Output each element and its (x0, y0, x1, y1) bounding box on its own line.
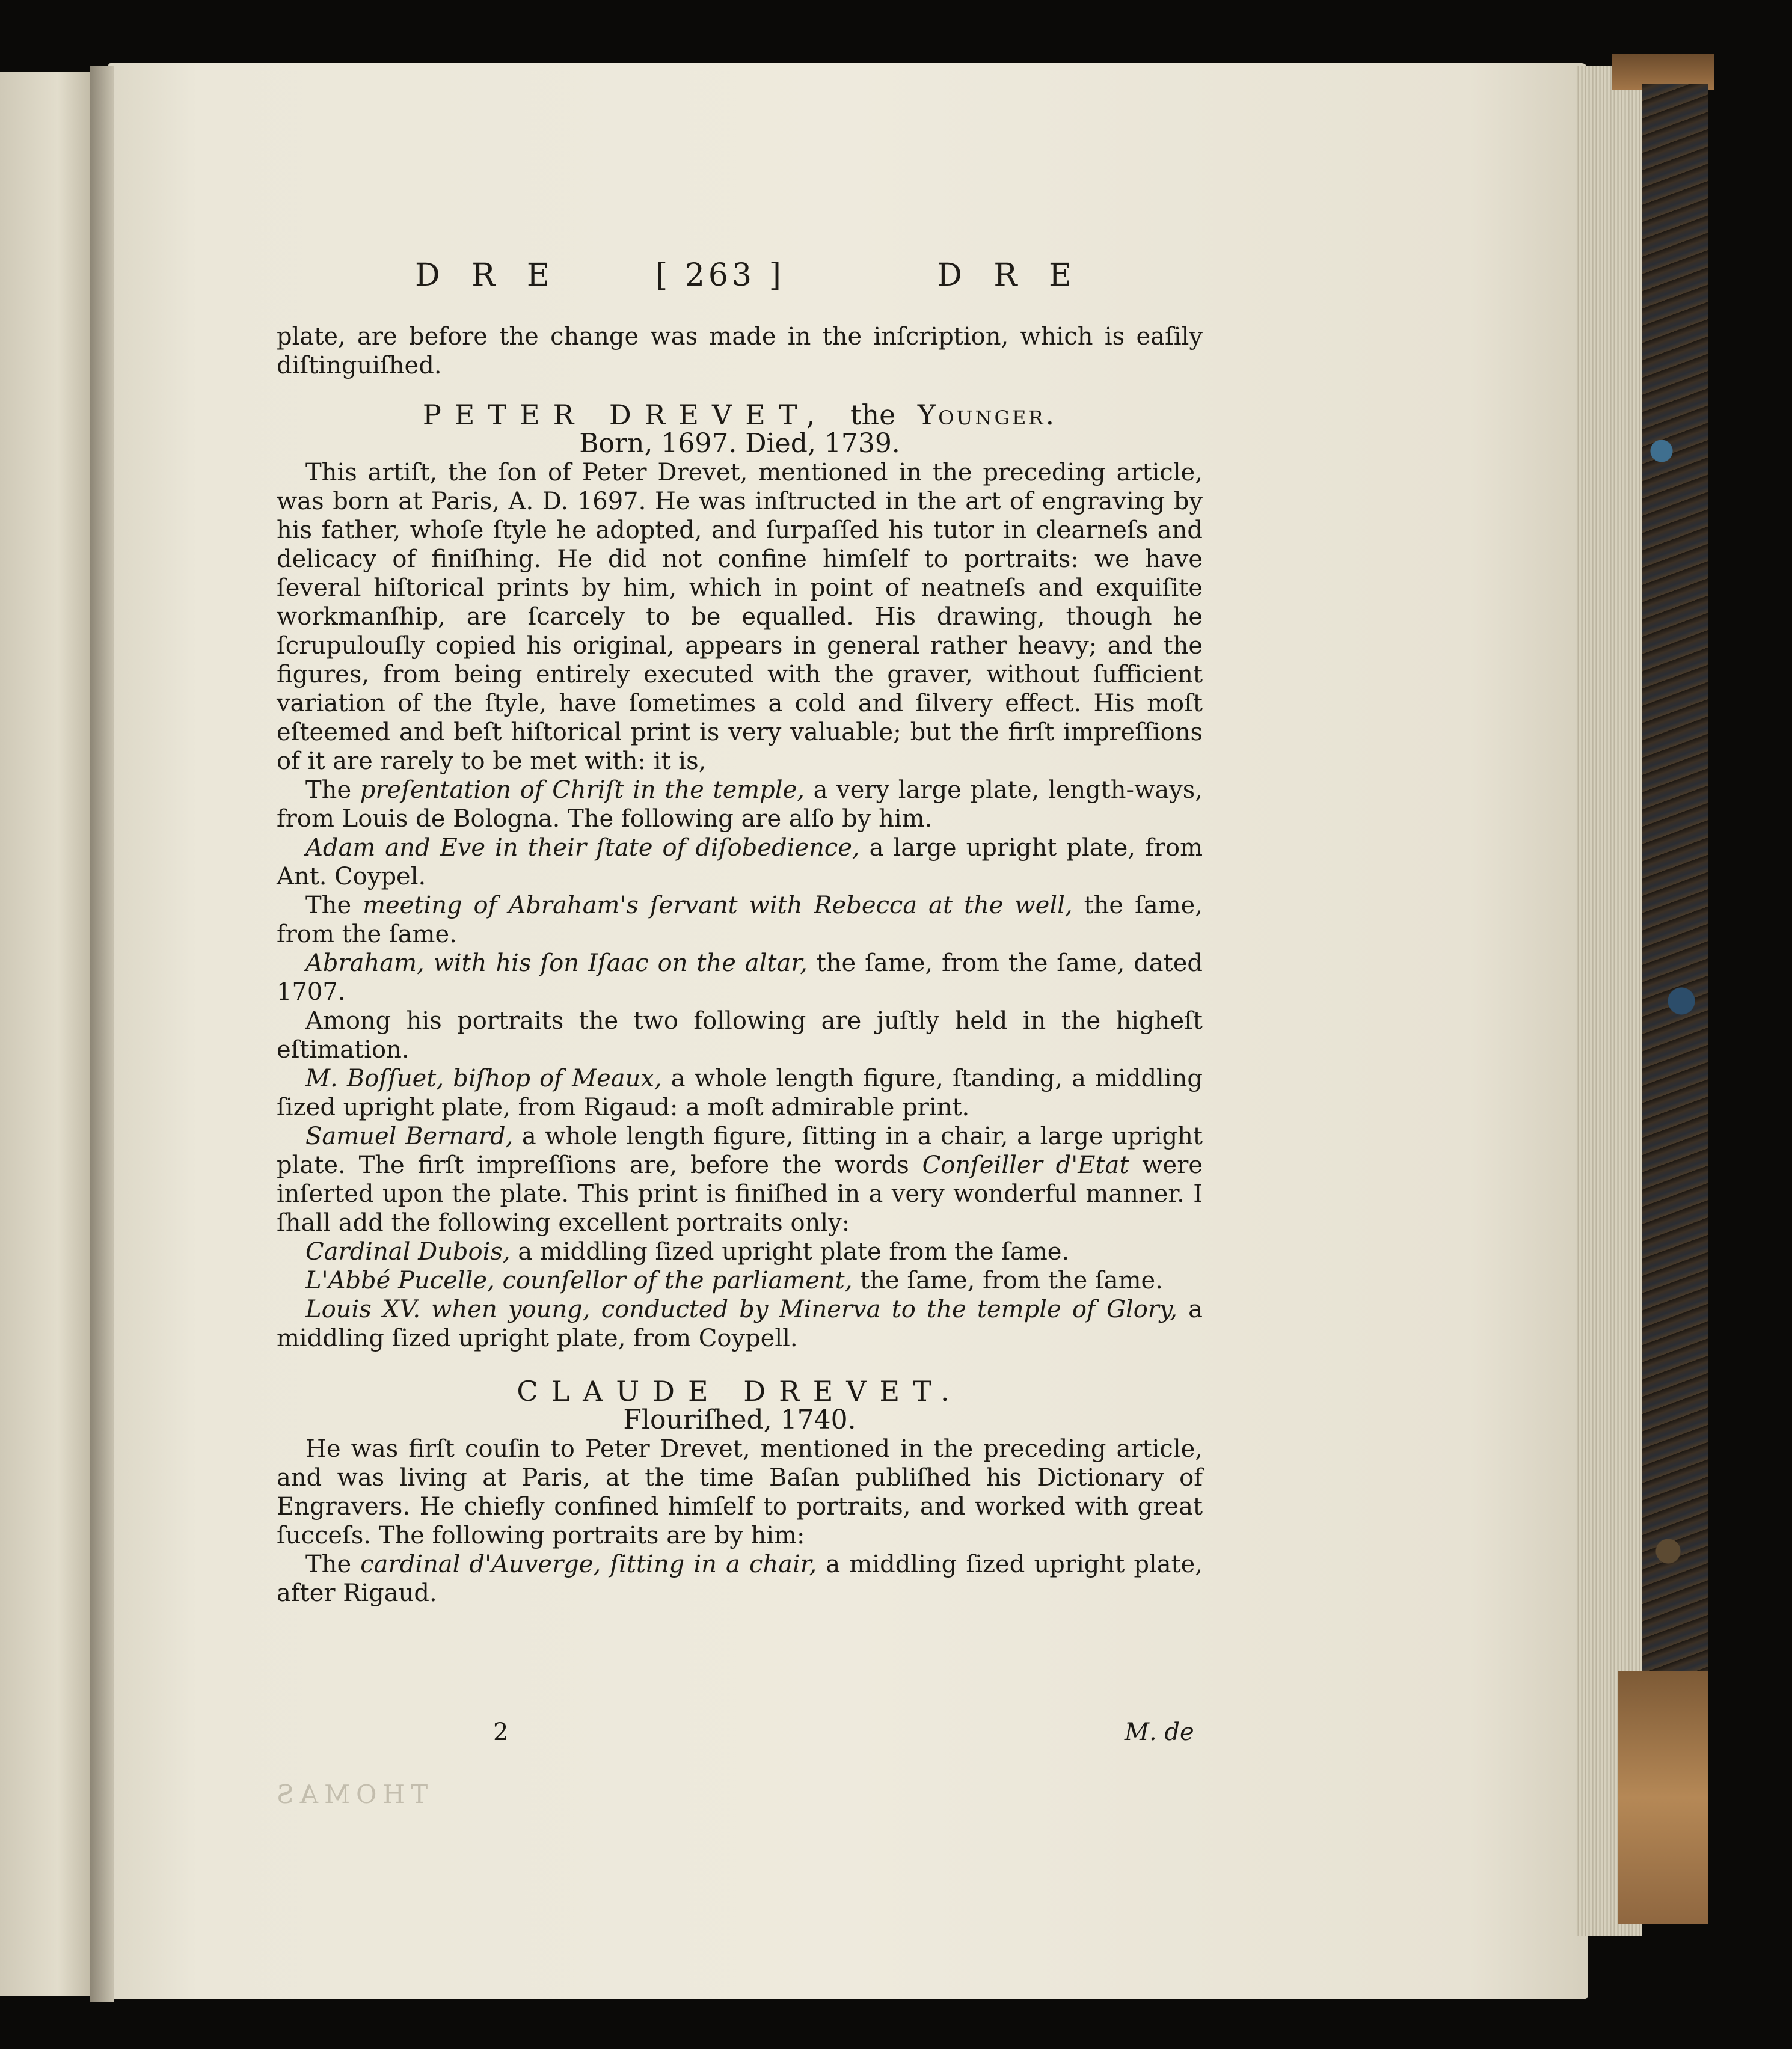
running-head-right: D R E (937, 257, 1082, 293)
page-block-edges (1576, 66, 1642, 1936)
running-head-left: D R E (415, 257, 560, 293)
entry-1: The preſentation of Chriſt in the temple, a very large plate, length-ways, from Louis de Bologna. The following are alſo by him. (277, 776, 1203, 833)
marbled-cover-board (1642, 84, 1708, 1918)
portrait-entry-3: Cardinal Dubois, a middling ſized upright plate from the ſame. (305, 1238, 1070, 1266)
section-heading-peter: PETER DREVET, the Younger. (422, 399, 1057, 431)
section-heading-claude: CLAUDE DREVET. (517, 1375, 963, 1407)
section-dates-peter: Born, 1697. Died, 1739. (579, 428, 900, 459)
facing-page-edge (0, 72, 96, 1996)
page-number: [ 263 ] (655, 257, 785, 293)
portraits-intro: Among his portraits the two following are juſtly held in the higheſt eſtimation. (277, 1007, 1203, 1064)
running-head (415, 257, 1082, 299)
portrait-entry-2: Samuel Bernard, a whole length figure, ſitting in a chair, a large upright plate. The firſt impreſſions are, before the words Conſeiller d'Etat were inſerted upon the plate. This print is finiſhed in a very wonderful manner. I ſhall add the following excellent portraits only: (277, 1123, 1203, 1237)
catchword: M. de (1125, 1718, 1194, 1746)
leather-corner (1618, 1671, 1708, 1924)
entry-3: The meeting of Abraham's ſervant with Rebecca at the well, the ſame, from the ſame. (277, 892, 1203, 948)
intro-paragraph-claude: He was firſt couſin to Peter Drevet, mentioned in the preceding article, and was living at Paris, at the time Baſan publiſhed his Dictionary of Engravers. He chiefly confined himſelf to portraits, and worked with great ſucceſs. The following portraits are by him: (277, 1435, 1203, 1549)
entry-4: Abraham, with his ſon Iſaac on the altar, the ſame, from the ſame, dated 1707. (277, 949, 1203, 1006)
portrait-entry-4: L'Abbé Pucelle, counſellor of the parliament, the ſame, from the ſame. (305, 1267, 1163, 1294)
entry-claude-1: The cardinal d'Auverge, ſitting in a chair, a middling ſized upright plate, after Rigaud. (277, 1551, 1203, 1607)
gutter-shadow (90, 66, 114, 2002)
continuation-paragraph: plate, are before the change was made in the inſcription, which is eaſily diſtinguiſhed. (277, 323, 1203, 379)
bleed-through-text: THOMAS (271, 1780, 428, 1809)
entry-2: Adam and Eve in their ſtate of diſobedience, a large upright plate, from Ant. Coypel. (277, 834, 1203, 890)
portrait-entry-5: Louis XV. when young, conducted by Minerva to the temple of Glory, a middling ſized upright plate, from Coypell. (277, 1296, 1203, 1352)
text-column (277, 322, 1203, 1608)
section-dates-claude: Flouriſhed, 1740. (623, 1404, 856, 1435)
intro-paragraph-peter: This artiſt, the ſon of Peter Drevet, mentioned in the preceding article, was born at Paris, A. D. 1697. He was inſtructed in the art of engraving by his father, whoſe ſtyle he adopted, and ſurpaſſed his tutor in clearneſs and delicacy of finiſhing. He did not confine himſelf to portraits: we have ſeveral hiſtorical prints by him, which in point of neatneſs and exquiſite workmanſhip, are ſcarcely to be equalled. His drawing, though he ſcrupulouſly copied his original, appears in general rather heavy; and the figures, from being entirely executed with the graver, without ſufficient variation of the ſtyle, have ſometimes a cold and ſilvery effect. His moſt eſteemed and beſt hiſtorical print is very valuable; but the firſt impreſſions of it are rarely to be met with: it is, (277, 459, 1203, 775)
signature-mark: 2 (493, 1718, 509, 1746)
portrait-entry-1: M. Boſſuet, biſhop of Meaux, a whole length figure, ſtanding, a middling ſized upright plate, from Rigaud: a moſt admirable print. (277, 1065, 1203, 1121)
